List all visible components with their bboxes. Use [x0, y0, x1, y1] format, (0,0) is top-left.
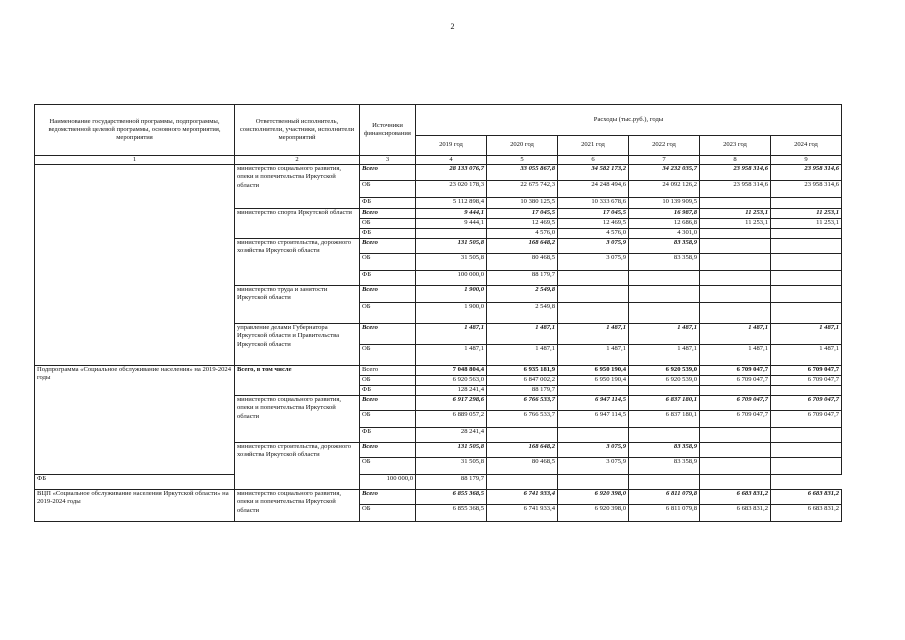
- amount-cell: [771, 386, 842, 396]
- source-cell: ОБ: [360, 458, 416, 475]
- amount-cell: 6 709 047,7: [700, 376, 771, 386]
- amount-cell: 6 950 190,4: [558, 366, 629, 376]
- amount-cell: 6 855 368,5: [416, 490, 487, 505]
- amount-cell: 6 741 933,4: [487, 490, 558, 505]
- amount-cell: 11 253,1: [771, 209, 842, 219]
- amount-cell: 12 469,5: [487, 219, 558, 229]
- amount-cell: 6 811 079,8: [629, 490, 700, 505]
- amount-cell: 6 766 533,7: [487, 411, 558, 428]
- source-cell: ФБ: [360, 428, 416, 443]
- amount-cell: 11 253,1: [700, 219, 771, 229]
- amount-cell: 33 055 867,8: [487, 165, 558, 181]
- executor-cell: министерство труда и занятости Иркутской области: [235, 286, 360, 324]
- amount-cell: 6 709 047,7: [771, 376, 842, 386]
- executor-cell: управление делами Губернатора Иркутской области и Правительства Иркутской области: [235, 324, 360, 366]
- amount-cell: [700, 428, 771, 443]
- amount-cell: 31 505,8: [416, 254, 487, 271]
- amount-cell: [771, 443, 842, 458]
- header-year: 2020 год: [487, 136, 558, 156]
- column-number: 6: [558, 156, 629, 165]
- source-cell: Всего: [360, 165, 416, 181]
- amount-cell: 23 958 314,6: [771, 181, 842, 198]
- amount-cell: 16 987,8: [629, 209, 700, 219]
- amount-cell: 24 092 126,2: [629, 181, 700, 198]
- source-cell: Всего: [360, 286, 416, 303]
- amount-cell: 11 253,1: [771, 219, 842, 229]
- header-expenses: Расходы (тыс.руб.), годы: [416, 105, 842, 136]
- amount-cell: 6 709 047,7: [771, 366, 842, 376]
- amount-cell: 6 709 047,7: [700, 411, 771, 428]
- amount-cell: [771, 458, 842, 475]
- amount-cell: 6 920 539,0: [629, 366, 700, 376]
- program-name-cell: [35, 165, 235, 366]
- amount-cell: 6 935 181,9: [487, 366, 558, 376]
- amount-cell: 83 358,9: [629, 254, 700, 271]
- amount-cell: 88 179,7: [416, 475, 487, 490]
- amount-cell: 83 358,9: [629, 239, 700, 254]
- column-number: 3: [360, 156, 416, 165]
- amount-cell: [771, 198, 842, 209]
- source-cell: ОБ: [360, 219, 416, 229]
- amount-cell: [700, 271, 771, 286]
- source-cell: Всего: [360, 324, 416, 345]
- amount-cell: 6 709 047,7: [700, 396, 771, 411]
- amount-cell: 22 675 742,3: [487, 181, 558, 198]
- source-cell: ФБ: [360, 198, 416, 209]
- amount-cell: [629, 286, 700, 303]
- column-number: 1: [35, 156, 235, 165]
- amount-cell: 1 487,1: [558, 345, 629, 366]
- amount-cell: 6 709 047,7: [771, 411, 842, 428]
- table-row: [35, 475, 842, 490]
- amount-cell: [416, 229, 487, 239]
- amount-cell: 17 045,5: [487, 209, 558, 219]
- source-cell: Всего: [360, 443, 416, 458]
- amount-cell: 6 683 831,2: [700, 490, 771, 505]
- amount-cell: 9 444,1: [416, 209, 487, 219]
- column-number: 8: [700, 156, 771, 165]
- header-year: 2024 год: [771, 136, 842, 156]
- source-cell: ОБ: [360, 505, 416, 522]
- executor-cell: министерство строительства, дорожного хозяйства Иркутской области: [235, 239, 360, 286]
- table-row: [35, 366, 842, 376]
- source-cell: ФБ: [360, 271, 416, 286]
- executor-cell: Всего, в том числе: [235, 366, 360, 396]
- amount-cell: 5 112 898,4: [416, 198, 487, 209]
- amount-cell: 6 855 368,5: [416, 505, 487, 522]
- amount-cell: 128 241,4: [416, 386, 487, 396]
- column-number: 7: [629, 156, 700, 165]
- table-body: [35, 165, 842, 522]
- amount-cell: 1 487,1: [629, 345, 700, 366]
- source-cell: Всего: [360, 490, 416, 505]
- amount-cell: 28 241,4: [416, 428, 487, 443]
- amount-cell: 1 487,1: [629, 324, 700, 345]
- header-name: Наименование государственной программы, подпрограммы, ведомственной целевой программы, основного мероприятия, мероприятия: [35, 105, 235, 156]
- amount-cell: 1 900,0: [416, 303, 487, 324]
- amount-cell: 6 847 002,2: [487, 376, 558, 386]
- amount-cell: [700, 475, 771, 490]
- column-number: 4: [416, 156, 487, 165]
- amount-cell: 4 576,0: [558, 229, 629, 239]
- amount-cell: 6 837 180,1: [629, 411, 700, 428]
- amount-cell: 24 248 494,6: [558, 181, 629, 198]
- amount-cell: 6 920 398,0: [558, 505, 629, 522]
- amount-cell: 10 139 909,5: [629, 198, 700, 209]
- amount-cell: [771, 239, 842, 254]
- amount-cell: 168 648,2: [487, 239, 558, 254]
- amount-cell: [700, 198, 771, 209]
- source-cell: ОБ: [360, 303, 416, 324]
- amount-cell: 1 900,0: [416, 286, 487, 303]
- amount-cell: [700, 286, 771, 303]
- program-name-cell: ВЦП «Социальное обслуживание населения Иркутской области» на 2019-2024 годы: [35, 490, 235, 522]
- amount-cell: 6 950 190,4: [558, 376, 629, 386]
- amount-cell: 3 075,9: [558, 239, 629, 254]
- amount-cell: 1 487,1: [487, 345, 558, 366]
- amount-cell: 31 505,8: [416, 458, 487, 475]
- source-cell: Всего: [360, 366, 416, 376]
- amount-cell: 3 075,9: [558, 443, 629, 458]
- source-cell: ФБ: [360, 229, 416, 239]
- amount-cell: 17 045,5: [558, 209, 629, 219]
- header-executor: Ответственный исполнитель, соисполнители, участники, исполнители мероприятий: [235, 105, 360, 156]
- amount-cell: 1 487,1: [416, 324, 487, 345]
- amount-cell: 131 505,8: [416, 443, 487, 458]
- amount-cell: 6 709 047,7: [700, 366, 771, 376]
- column-number: 9: [771, 156, 842, 165]
- source-cell: ОБ: [360, 181, 416, 198]
- amount-cell: 80 468,5: [487, 458, 558, 475]
- column-number: 2: [235, 156, 360, 165]
- amount-cell: 83 358,9: [629, 443, 700, 458]
- amount-cell: 4 576,0: [487, 229, 558, 239]
- executor-cell: министерство социального развития, опеки и попечительства Иркутской области: [235, 396, 360, 443]
- amount-cell: 9 444,1: [416, 219, 487, 229]
- source-cell: Всего: [360, 209, 416, 219]
- amount-cell: [771, 303, 842, 324]
- page-number: 2: [450, 22, 455, 31]
- source-cell: ОБ: [360, 376, 416, 386]
- amount-cell: 6 683 831,2: [771, 490, 842, 505]
- program-name-cell: Подпрограмма «Социальное обслуживание населения» на 2019-2024 годы: [35, 366, 235, 475]
- source-cell: ФБ: [360, 386, 416, 396]
- amount-cell: 1 487,1: [558, 324, 629, 345]
- header-year: 2019 год: [416, 136, 487, 156]
- amount-cell: [558, 386, 629, 396]
- amount-cell: [700, 443, 771, 458]
- amount-cell: [487, 428, 558, 443]
- source-cell: ФБ: [35, 475, 235, 490]
- amount-cell: 10 333 678,6: [558, 198, 629, 209]
- amount-cell: 6 889 057,2: [416, 411, 487, 428]
- amount-cell: 4 301,0: [629, 229, 700, 239]
- amount-cell: [629, 271, 700, 286]
- amount-cell: [558, 286, 629, 303]
- amount-cell: [700, 458, 771, 475]
- amount-cell: 6 837 180,1: [629, 396, 700, 411]
- amount-cell: 1 487,1: [771, 324, 842, 345]
- executor-cell: министерство социального развития, опеки и попечительства Иркутской области: [235, 490, 360, 522]
- source-cell: Всего: [360, 396, 416, 411]
- amount-cell: 3 075,9: [558, 458, 629, 475]
- amount-cell: [771, 254, 842, 271]
- source-cell: ОБ: [360, 254, 416, 271]
- header-year: 2021 год: [558, 136, 629, 156]
- header-source: Источники финансирования: [360, 105, 416, 156]
- header-year: 2023 год: [700, 136, 771, 156]
- amount-cell: 6 811 079,8: [629, 505, 700, 522]
- amount-cell: [629, 428, 700, 443]
- amount-cell: 100 000,0: [416, 271, 487, 286]
- amount-cell: 6 920 398,0: [558, 490, 629, 505]
- source-cell: ОБ: [360, 345, 416, 366]
- table-row: [35, 490, 842, 505]
- amount-cell: 12 686,8: [629, 219, 700, 229]
- amount-cell: 28 133 076,7: [416, 165, 487, 181]
- amount-cell: 131 505,8: [416, 239, 487, 254]
- amount-cell: 6 741 933,4: [487, 505, 558, 522]
- table-row: [35, 165, 842, 181]
- amount-cell: 23 958 314,6: [700, 181, 771, 198]
- amount-cell: 3 075,9: [558, 254, 629, 271]
- amount-cell: 1 487,1: [416, 345, 487, 366]
- amount-cell: [771, 229, 842, 239]
- column-number: 5: [487, 156, 558, 165]
- amount-cell: [558, 271, 629, 286]
- source-cell: Всего: [360, 239, 416, 254]
- amount-cell: [700, 254, 771, 271]
- amount-cell: 23 020 178,3: [416, 181, 487, 198]
- amount-cell: [629, 386, 700, 396]
- executor-cell: министерство строительства, дорожного хозяйства Иркутской области: [235, 443, 360, 490]
- amount-cell: [771, 428, 842, 443]
- amount-cell: 1 487,1: [487, 324, 558, 345]
- amount-cell: [629, 475, 700, 490]
- amount-cell: [700, 229, 771, 239]
- amount-cell: 88 179,7: [487, 271, 558, 286]
- amount-cell: 80 468,5: [487, 254, 558, 271]
- amount-cell: [629, 303, 700, 324]
- amount-cell: 34 582 173,2: [558, 165, 629, 181]
- amount-cell: 1 487,1: [700, 324, 771, 345]
- amount-cell: 1 487,1: [771, 345, 842, 366]
- budget-table: [34, 104, 842, 522]
- amount-cell: 12 469,5: [558, 219, 629, 229]
- executor-cell: министерство спорта Иркутской области: [235, 209, 360, 239]
- amount-cell: 6 709 047,7: [771, 396, 842, 411]
- amount-cell: 6 917 298,6: [416, 396, 487, 411]
- amount-cell: 23 958 314,6: [700, 165, 771, 181]
- amount-cell: 10 380 125,5: [487, 198, 558, 209]
- amount-cell: [487, 475, 558, 490]
- amount-cell: [700, 239, 771, 254]
- header-year: 2022 год: [629, 136, 700, 156]
- amount-cell: 100 000,0: [360, 475, 416, 490]
- amount-cell: 34 232 035,7: [629, 165, 700, 181]
- amount-cell: 6 920 563,0: [416, 376, 487, 386]
- amount-cell: 11 253,1: [700, 209, 771, 219]
- amount-cell: 83 358,9: [629, 458, 700, 475]
- amount-cell: 7 048 804,4: [416, 366, 487, 376]
- amount-cell: 6 947 114,5: [558, 411, 629, 428]
- amount-cell: 6 683 831,2: [700, 505, 771, 522]
- amount-cell: [771, 271, 842, 286]
- amount-cell: [771, 286, 842, 303]
- executor-cell: министерство социального развития, опеки и попечительства Иркутской области: [235, 165, 360, 209]
- amount-cell: 6 947 114,5: [558, 396, 629, 411]
- amount-cell: 88 179,7: [487, 386, 558, 396]
- amount-cell: [558, 475, 629, 490]
- amount-cell: 6 766 533,7: [487, 396, 558, 411]
- amount-cell: 2 549,8: [487, 303, 558, 324]
- amount-cell: 6 920 539,0: [629, 376, 700, 386]
- amount-cell: 1 487,1: [700, 345, 771, 366]
- amount-cell: [700, 303, 771, 324]
- amount-cell: [558, 428, 629, 443]
- amount-cell: 2 549,8: [487, 286, 558, 303]
- amount-cell: 23 958 314,6: [771, 165, 842, 181]
- amount-cell: 168 648,2: [487, 443, 558, 458]
- amount-cell: 6 683 831,2: [771, 505, 842, 522]
- source-cell: ОБ: [360, 411, 416, 428]
- amount-cell: [700, 386, 771, 396]
- amount-cell: [558, 303, 629, 324]
